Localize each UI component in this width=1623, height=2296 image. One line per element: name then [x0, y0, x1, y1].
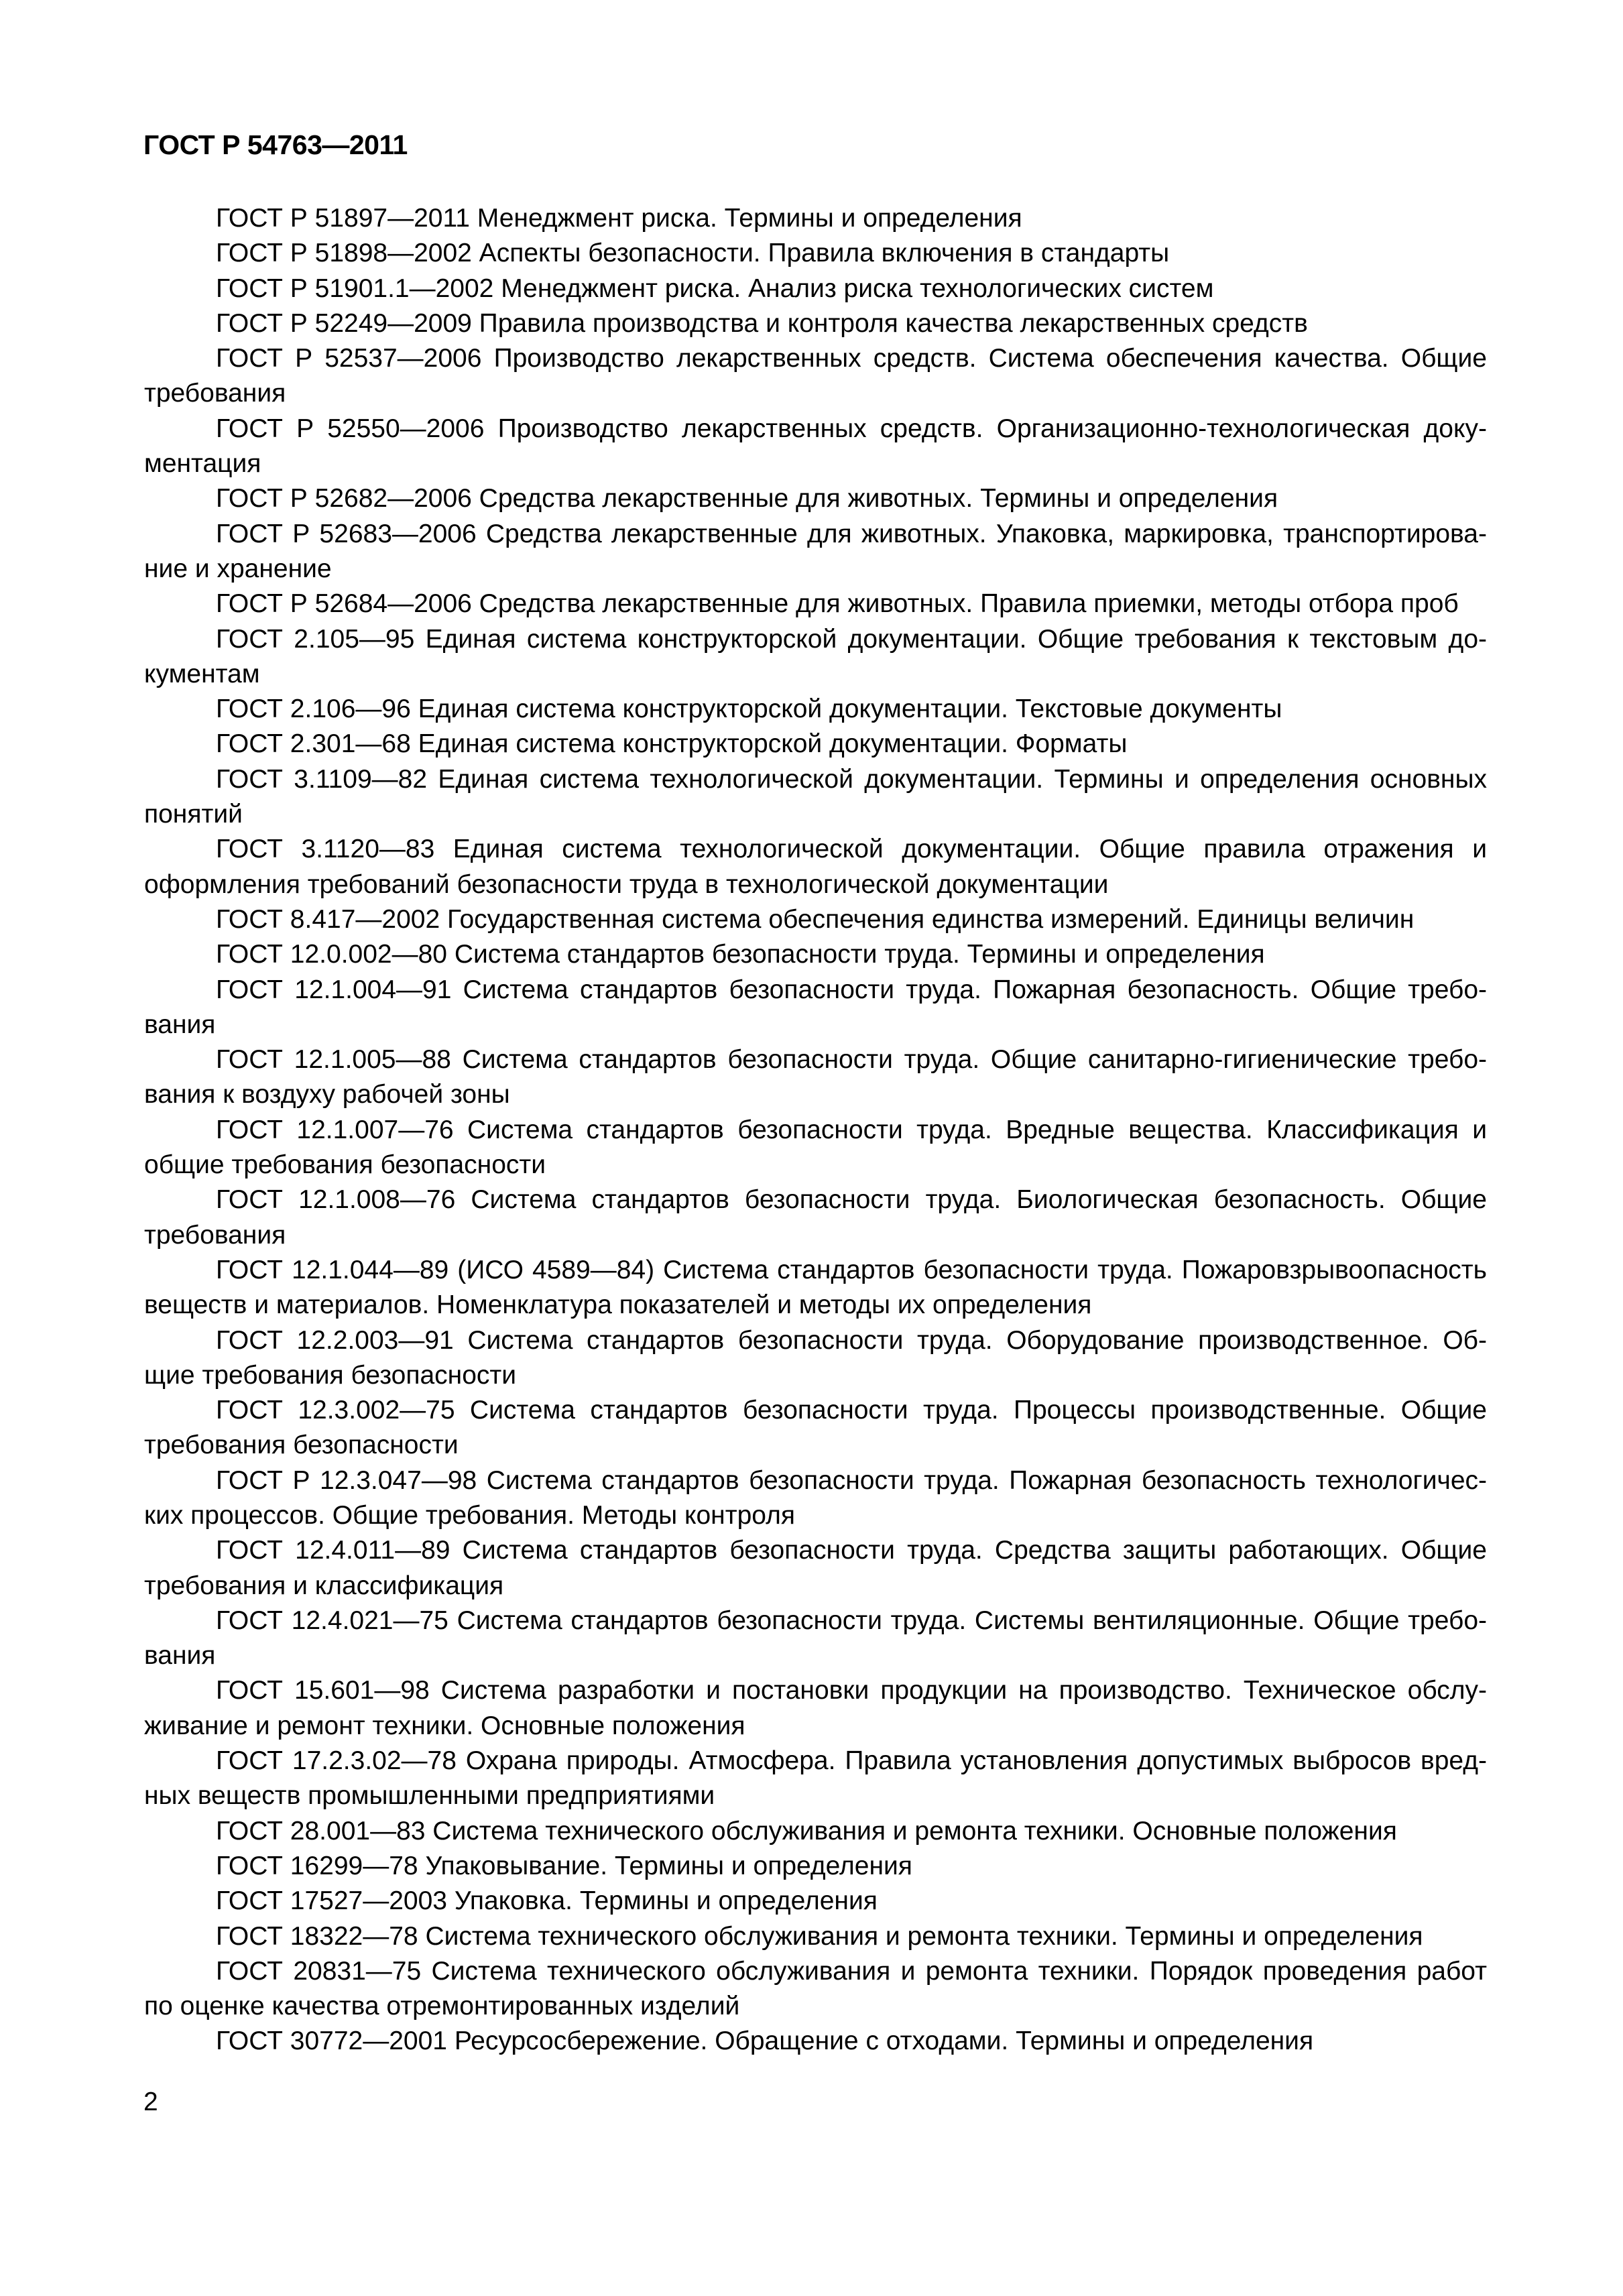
reference-entry	[144, 692, 1487, 727]
reference-entry	[144, 1253, 1487, 1323]
reference-line-first: ГОСТ 18322—78 Система технического обслуживания и ремонта техники. Термины и определения	[216, 1921, 1423, 1951]
reference-line-continuation: живание и ремонт техники. Основные положения	[144, 1711, 745, 1740]
reference-entry	[144, 1884, 1487, 1919]
reference-line-first: ГОСТ Р 52683—2006 Средства лекарственные для животных. Упаковка, маркировка, транспортирова-	[216, 519, 1487, 548]
reference-line-first: ГОСТ 12.0.002—80 Система стандартов безопасности труда. Термины и определения	[216, 940, 1265, 969]
reference-line-first: ГОСТ Р 52550—2006 Производство лекарственных средств. Организационно-технологическая доку-	[216, 414, 1487, 443]
reference-line-continuation: веществ и материалов. Номенклатура показателей и методы их определения	[144, 1290, 1092, 1320]
reference-line-first: ГОСТ 3.1120—83 Единая система технологической документации. Общие правила отражения и	[216, 835, 1487, 864]
reference-line-first: ГОСТ Р 52682—2006 Средства лекарственные для животных. Термины и определения	[216, 484, 1278, 513]
reference-line-continuation: по оценке качества отремонтированных изделий	[144, 1992, 740, 2021]
reference-line-first: ГОСТ 12.1.008—76 Система стандартов безопасности труда. Биологическая безопасность. Общие	[216, 1185, 1487, 1215]
reference-line-first: ГОСТ Р 52537—2006 Производство лекарственных средств. Система обеспечения качества. Общие	[216, 344, 1487, 373]
reference-line-first: ГОСТ 8.417—2002 Государственная система обеспечения единства измерений. Единицы величин	[216, 904, 1415, 934]
reference-entry	[144, 727, 1487, 762]
reference-entry	[144, 1533, 1487, 1604]
reference-line-first: ГОСТ 2.301—68 Единая система конструкторской документации. Форматы	[216, 729, 1128, 759]
document-header: ГОСТ Р 54763—2011	[143, 129, 408, 160]
reference-entry	[144, 1954, 1487, 2025]
reference-line-continuation: понятий	[144, 800, 243, 829]
page-number: 2	[143, 2088, 158, 2116]
reference-entry	[144, 201, 1487, 236]
reference-line-first: ГОСТ 12.4.011—89 Система стандартов безопасности труда. Средства защиты работающих. Общие	[216, 1536, 1487, 1565]
reference-line-first: ГОСТ 12.1.004—91 Система стандартов безопасности труда. Пожарная безопасность. Общие требо-	[216, 975, 1487, 1004]
reference-line-first: ГОСТ 17527—2003 Упаковка. Термины и определения	[216, 1886, 878, 1916]
reference-entry	[144, 587, 1487, 621]
reference-line-continuation: требования	[144, 1220, 286, 1250]
reference-entry	[144, 1183, 1487, 1253]
reference-entry	[144, 341, 1487, 412]
reference-entry	[144, 1814, 1487, 1849]
reference-entry	[144, 973, 1487, 1043]
reference-line-continuation: требования безопасности	[144, 1431, 459, 1460]
reference-line-first: ГОСТ 2.105—95 Единая система конструкторской документации. Общие требования к текстовым до-	[216, 624, 1487, 654]
reference-entry	[144, 1919, 1487, 1954]
reference-line-continuation: вания к воздуху рабочей зоны	[144, 1080, 510, 1109]
reference-entry	[144, 832, 1487, 902]
reference-line-first: ГОСТ 3.1109—82 Единая система технологической документации. Термины и определения основных	[216, 764, 1487, 794]
reference-line-first: ГОСТ Р 12.3.047—98 Система стандартов безопасности труда. Пожарная безопасность технологичес-	[216, 1465, 1487, 1495]
reference-line-continuation: общие требования безопасности	[144, 1150, 546, 1180]
reference-line-continuation: ментация	[144, 449, 261, 479]
reference-entry	[144, 1849, 1487, 1884]
reference-line-continuation: ких процессов. Общие требования. Методы контроля	[144, 1500, 795, 1530]
reference-line-first: ГОСТ Р 51898—2002 Аспекты безопасности. Правила включения в стандарты	[216, 239, 1170, 268]
reference-line-continuation: требования и классификация	[144, 1571, 504, 1600]
reference-line-first: ГОСТ 12.2.003—91 Система стандартов безопасности труда. Оборудование производственное. Об-	[216, 1325, 1487, 1355]
reference-entry	[144, 1673, 1487, 1744]
reference-line-first: ГОСТ Р 51901.1—2002 Менеджмент риска. Анализ риска технологических систем	[216, 274, 1214, 303]
reference-line-first: ГОСТ 12.1.007—76 Система стандартов безопасности труда. Вредные вещества. Классификация и	[216, 1115, 1487, 1144]
reference-entry	[144, 1604, 1487, 1674]
reference-line-first: ГОСТ Р 52249—2009 Правила производства и контроля качества лекарственных средств	[216, 308, 1308, 338]
reference-line-continuation: кументам	[144, 659, 260, 688]
reference-entry	[144, 622, 1487, 692]
normative-references-list	[144, 201, 1487, 2059]
reference-line-first: ГОСТ 16299—78 Упаковывание. Термины и определения	[216, 1851, 912, 1880]
reference-entry	[144, 762, 1487, 833]
reference-line-first: ГОСТ 2.106—96 Единая система конструкторской документации. Текстовые документы	[216, 694, 1282, 724]
reference-line-first: ГОСТ 12.4.021—75 Система стандартов безопасности труда. Системы вентиляционные. Общие требо-	[216, 1606, 1487, 1635]
reference-line-continuation: ных веществ промышленными предприятиями	[144, 1781, 715, 1811]
reference-entry	[144, 1463, 1487, 1534]
reference-line-first: ГОСТ 12.3.002—75 Система стандартов безопасности труда. Процессы производственные. Общие	[216, 1396, 1487, 1425]
reference-line-first: ГОСТ 20831—75 Система технического обслуживания и ремонта техники. Порядок проведения работ	[216, 1956, 1487, 1986]
reference-entry	[144, 306, 1487, 341]
reference-entry	[144, 902, 1487, 937]
reference-entry	[144, 1113, 1487, 1183]
reference-entry	[144, 236, 1487, 271]
reference-entry	[144, 517, 1487, 587]
reference-line-continuation: ние и хранение	[144, 554, 332, 583]
reference-line-continuation: требования	[144, 379, 286, 408]
reference-entry	[144, 1042, 1487, 1113]
reference-line-continuation: щие требования безопасности	[144, 1360, 517, 1390]
reference-entry	[144, 1744, 1487, 1814]
reference-entry	[144, 1323, 1487, 1394]
reference-entry	[144, 271, 1487, 306]
reference-entry	[144, 412, 1487, 482]
reference-line-first: ГОСТ 12.1.005—88 Система стандартов безопасности труда. Общие санитарно-гигиенические требо-	[216, 1045, 1487, 1075]
reference-line-first: ГОСТ 15.601—98 Система разработки и постановки продукции на производство. Техническое обслу-	[216, 1676, 1487, 1705]
reference-entry	[144, 1393, 1487, 1463]
reference-entry	[144, 937, 1487, 972]
reference-entry	[144, 481, 1487, 516]
reference-line-first: ГОСТ 28.001—83 Система технического обслуживания и ремонта техники. Основные положения	[216, 1816, 1397, 1846]
reference-line-first: ГОСТ 17.2.3.02—78 Охрана природы. Атмосфера. Правила установления допустимых выбросов вред-	[216, 1746, 1487, 1776]
reference-line-first: ГОСТ Р 51897—2011 Менеджмент риска. Термины и определения	[216, 204, 1022, 233]
reference-line-first: ГОСТ 30772—2001 Ресурсосбережение. Обращение с отходами. Термины и определения	[216, 2027, 1314, 2056]
reference-line-first: ГОСТ 12.1.044—89 (ИСО 4589—84) Система стандартов безопасности труда. Пожаровзрывоопасность	[216, 1255, 1487, 1284]
reference-line-continuation: вания	[144, 1641, 216, 1671]
reference-line-continuation: вания	[144, 1010, 216, 1039]
reference-line-first: ГОСТ Р 52684—2006 Средства лекарственные для животных. Правила приемки, методы отбора проб	[216, 589, 1459, 619]
reference-line-continuation: оформления требований безопасности труда в технологической документации	[144, 869, 1109, 899]
reference-entry	[144, 2024, 1487, 2059]
